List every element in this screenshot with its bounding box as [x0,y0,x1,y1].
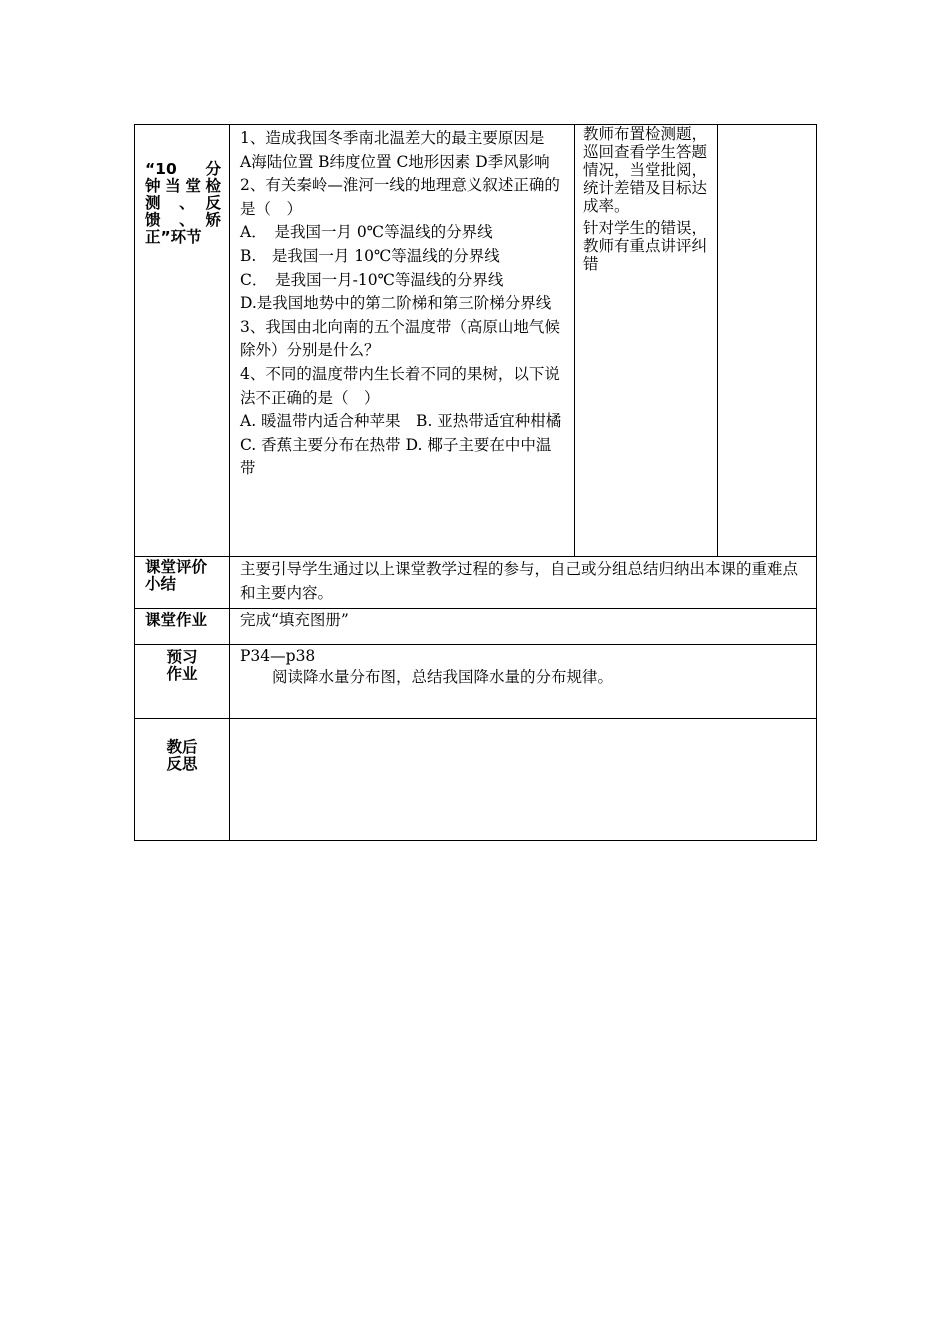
question-option: B. 是我国一月 10℃等温线的分界线 [240,246,500,265]
empty-cell [718,125,817,557]
quiz-label-line: 测 、 反 [145,194,221,212]
homework-label: 课堂作业 [145,611,208,629]
question-options: A. 暖温带内适合种苹果 B. 亚热带适宜种柑橘 C. 香蕉主要分布在热带 D. 椰子主要在中中温带 [240,412,562,478]
question-options: A海陆位置 B纬度位置 C地形因素 D季风影响 [240,152,550,171]
quiz-row [135,125,817,557]
preview-text-cell [230,645,817,719]
preview-label-cell [135,645,230,719]
quiz-questions-cell [230,125,575,557]
question-text: 1、造成我国冬季南北温差大的最主要原因是 [240,129,545,147]
homework-text: 完成“填充图册” [240,611,349,629]
preview-text: 阅读降水量分布图，总结我国降水量的分布规律。 [272,668,614,686]
teacher-note: 针对学生的错误，教师有重点讲评纠错 [583,219,708,273]
reflection-label-cell [135,719,230,841]
reflection-text-cell [230,719,817,841]
quiz-label-line: 馈 、 矫 [145,211,221,229]
question-option: D.是我国地势中的第二阶梯和第三阶梯分界线 [240,294,552,313]
summary-label-line: 课堂评价 [145,558,208,576]
summary-label-cell [135,557,230,609]
quiz-label-line: 正”环节 [145,228,202,246]
question-option: C． 是我国一月-10℃等温线的分界线 [240,270,504,289]
homework-label-cell [135,609,230,645]
preview-label-line: 预习 [166,648,198,666]
lesson-plan-table [134,124,817,841]
teacher-activity-cell [575,125,718,557]
preview-row [135,645,817,719]
reflection-label-line: 反思 [166,755,198,773]
teacher-note: 教师布置检测题，巡回查看学生答题情况，当堂批阅，统计差错及目标达成率。 [583,125,708,215]
quiz-label-line: “10 分 [145,160,221,178]
homework-text-cell [230,609,817,645]
summary-label-line: 小结 [145,575,177,593]
summary-row [135,557,817,609]
quiz-label-line: 钟当堂检 [145,177,221,195]
question-text: 3、我国由北向南的五个温度带（高原山地气候除外）分别是什么？ [240,317,560,360]
question-text: 2、有关秦岭—淮河一线的地理意义叙述正确的是（ ） [240,176,560,218]
homework-row [135,609,817,645]
question-option: A． 是我国一月 0℃等温线的分界线 [240,223,493,242]
summary-text-cell [230,557,817,609]
preview-label-line: 作业 [166,665,198,683]
reflection-label-line: 教后 [166,738,198,756]
summary-text: 主要引导学生通过以上课堂教学过程的参与，自己或分组总结归纳出本课的重难点和主要内容。 [240,560,799,602]
quiz-label-cell [135,125,230,557]
preview-pages: P34—p38 [240,647,316,665]
reflection-row [135,719,817,841]
question-text: 4、不同的温度带内生长着不同的果树，以下说法不正确的是（ ） [240,364,560,407]
